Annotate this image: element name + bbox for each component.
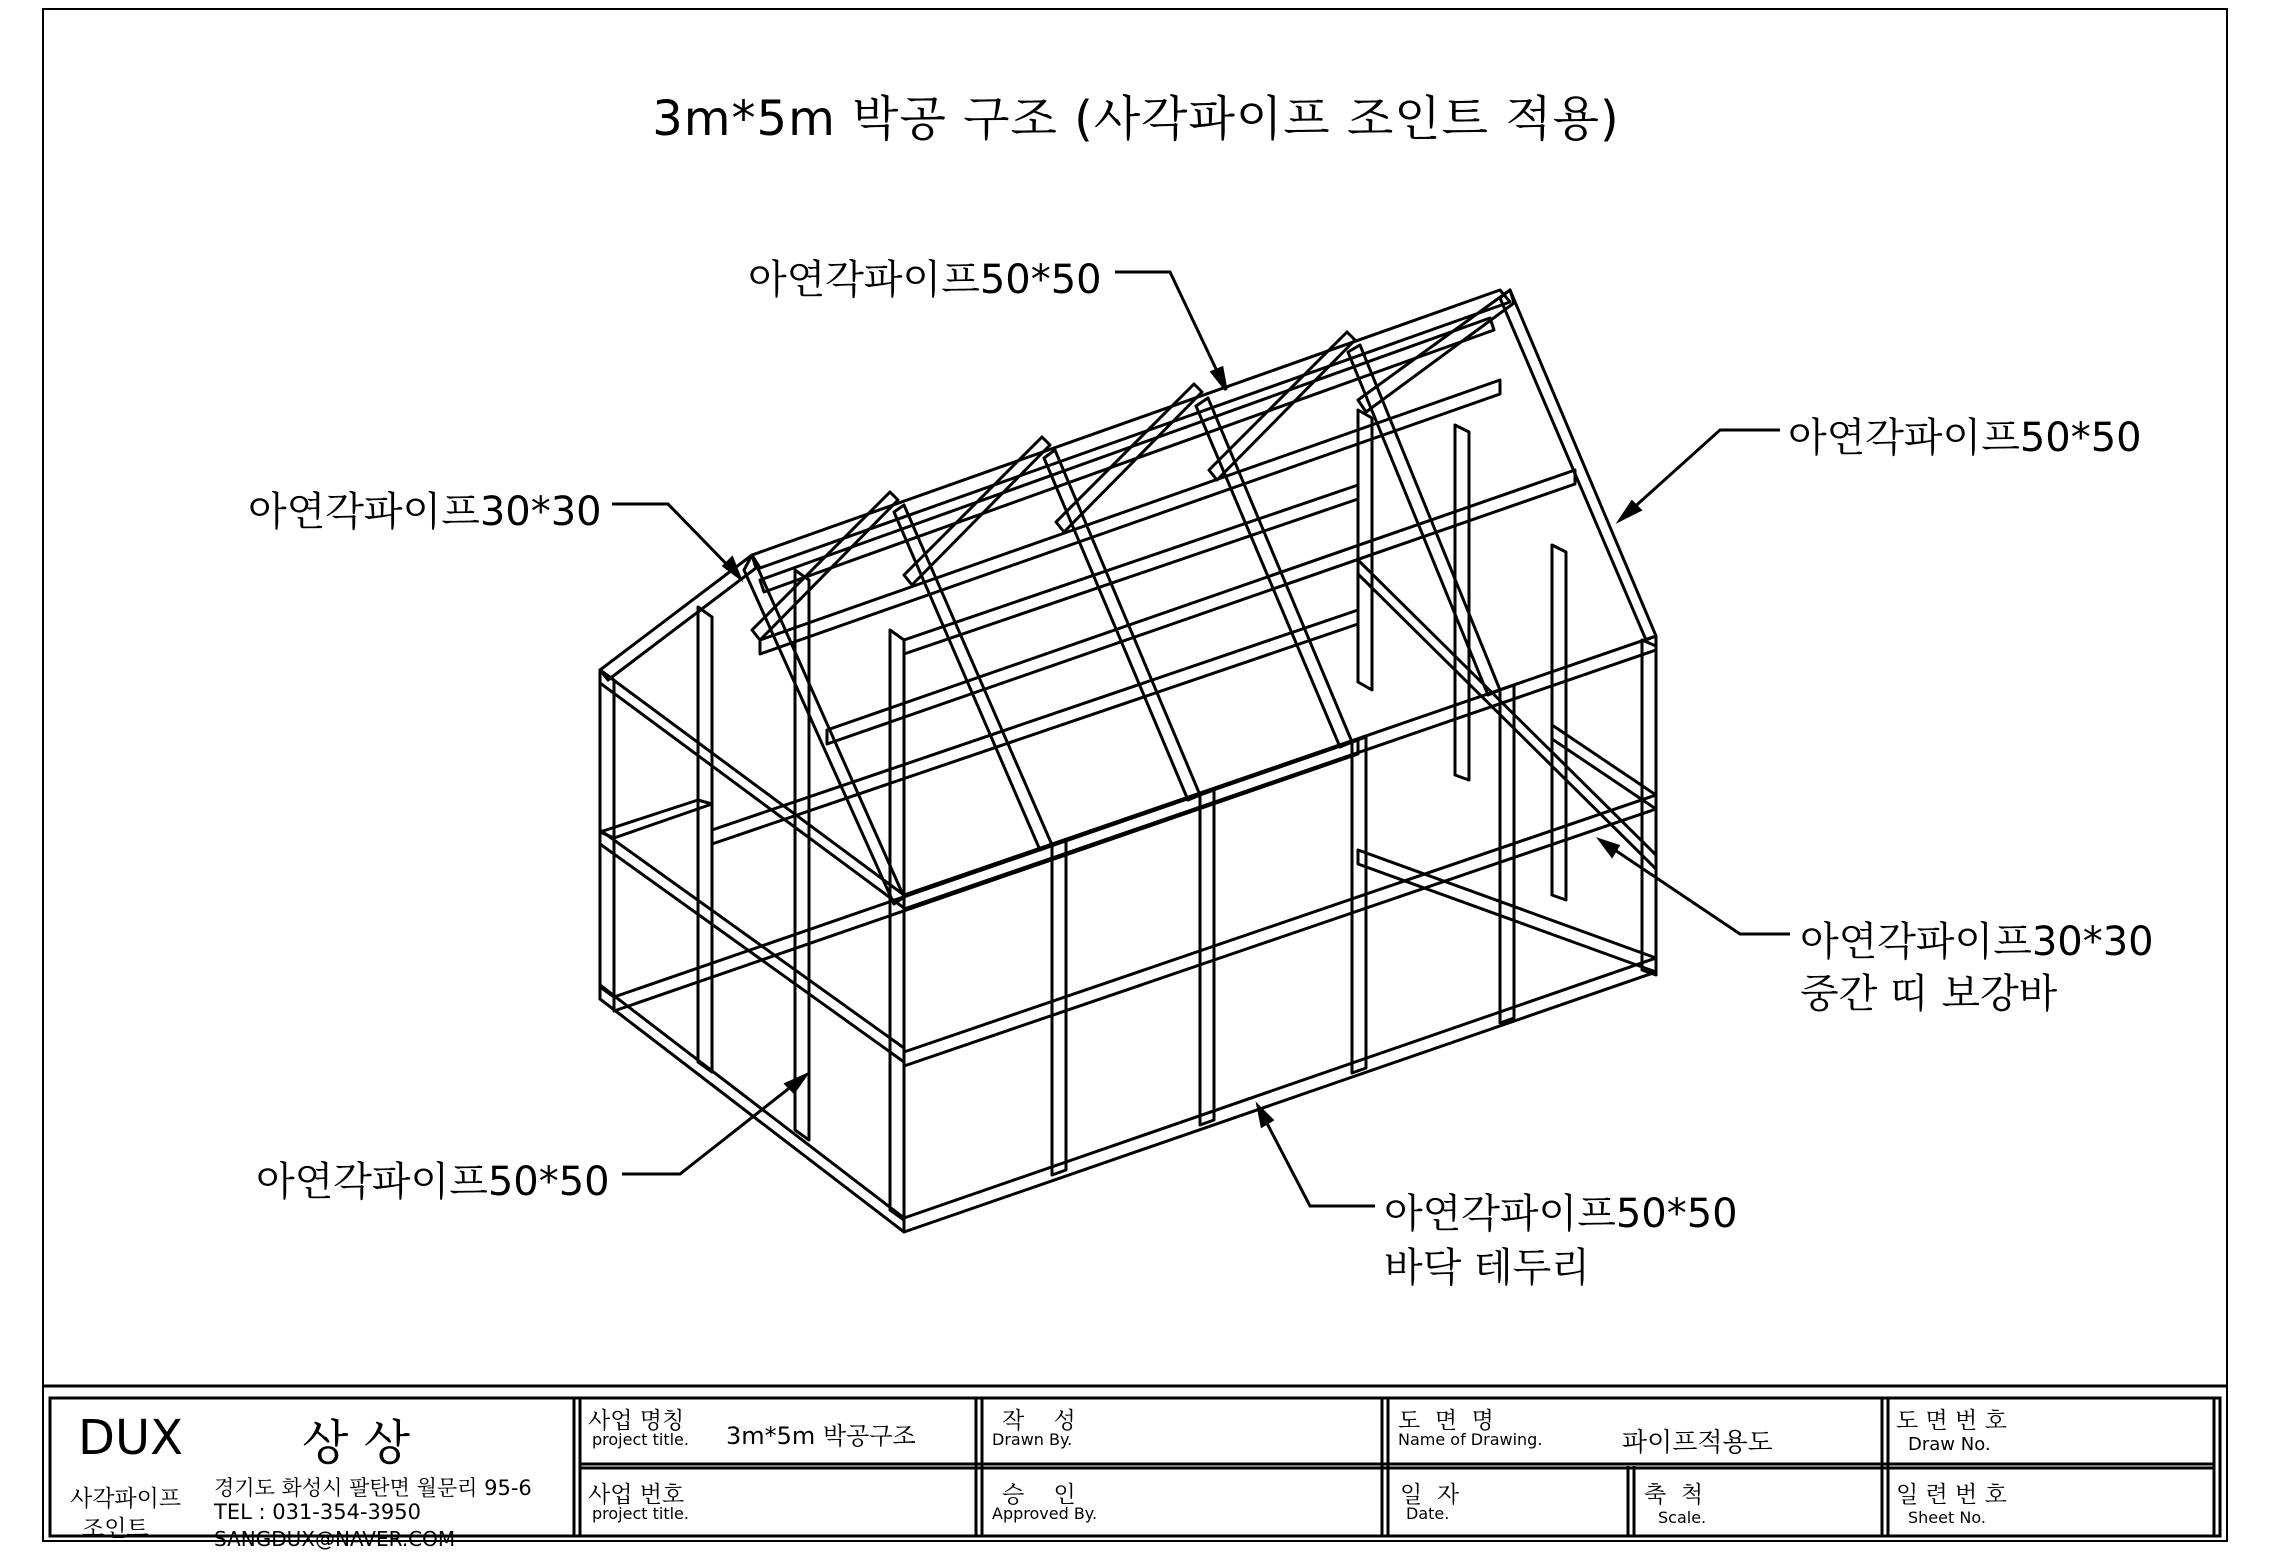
project-name-label: 사업 명칭 — [588, 1408, 685, 1434]
label-left-small-pipe: 아연각파이프30*30 — [248, 489, 602, 535]
drawing-title: 3m*5m 박공 구조 (사각파이프 조인트 적용) — [652, 91, 1620, 147]
label-bottom-frame-pipe: 아연각파이프50*50 — [1384, 1191, 1738, 1237]
date-label-en: Date. — [1406, 1504, 1450, 1523]
back-gable-frame — [1358, 290, 1656, 975]
roof-frame — [752, 290, 1575, 850]
brand-korean-name: 상 상 — [302, 1415, 410, 1471]
drawing-name-value: 파이프적용도 — [1622, 1428, 1773, 1458]
project-name-value: 3m*5m 박공구조 — [726, 1422, 916, 1450]
title-block — [44, 1384, 2226, 1551]
label-front-post-pipe: 아연각파이프50*50 — [256, 1159, 610, 1205]
drawn-by-label-en: Drawn By. — [992, 1430, 1073, 1449]
company-address: 경기도 화성시 팔탄면 월문리 95-6 — [214, 1476, 532, 1500]
project-number-label-en: project title. — [592, 1504, 689, 1523]
sheet-number-label: 일 련 번 호 — [1896, 1482, 2007, 1508]
draw-number-label-en: Draw No. — [1908, 1434, 1991, 1455]
label-middle-bar-pipe: 아연각파이프30*30 — [1800, 919, 2154, 965]
company-tel: TEL : 031-354-3950 — [214, 1500, 421, 1524]
project-number-label: 사업 번호 — [588, 1482, 685, 1508]
label-bottom-frame-sub: 바닥 테두리 — [1384, 1245, 1590, 1291]
scale-label: 축 척 — [1644, 1482, 1704, 1508]
date-label: 일 자 — [1400, 1482, 1460, 1508]
approved-by-label: 승 인 — [1002, 1482, 1076, 1508]
label-right-rafter-pipe: 아연각파이프50*50 — [1788, 415, 2142, 461]
label-ridge-pipe: 아연각파이프50*50 — [748, 257, 1102, 303]
scale-label-en: Scale. — [1658, 1508, 1707, 1527]
brand-logo-text: DUX — [78, 1410, 183, 1466]
approved-by-label-en: Approved By. — [992, 1504, 1098, 1523]
front-gable-frame — [600, 555, 904, 1232]
company-email: SANGDUX@NAVER.COM — [214, 1527, 456, 1551]
project-name-label-en: project title. — [592, 1430, 689, 1449]
sheet-number-label-en: Sheet No. — [1908, 1508, 1986, 1527]
drawn-by-label: 작 성 — [1002, 1408, 1076, 1434]
company-name-line2: 조인트 — [82, 1516, 149, 1542]
company-name-line1: 사각파이프 — [70, 1486, 182, 1512]
drawing-name-label: 도 면 명 — [1398, 1408, 1494, 1434]
draw-number-label: 도 면 번 호 — [1896, 1408, 2007, 1434]
label-middle-bar-sub: 중간 띠 보강바 — [1800, 971, 2058, 1017]
drawing-name-label-en: Name of Drawing. — [1398, 1430, 1543, 1449]
